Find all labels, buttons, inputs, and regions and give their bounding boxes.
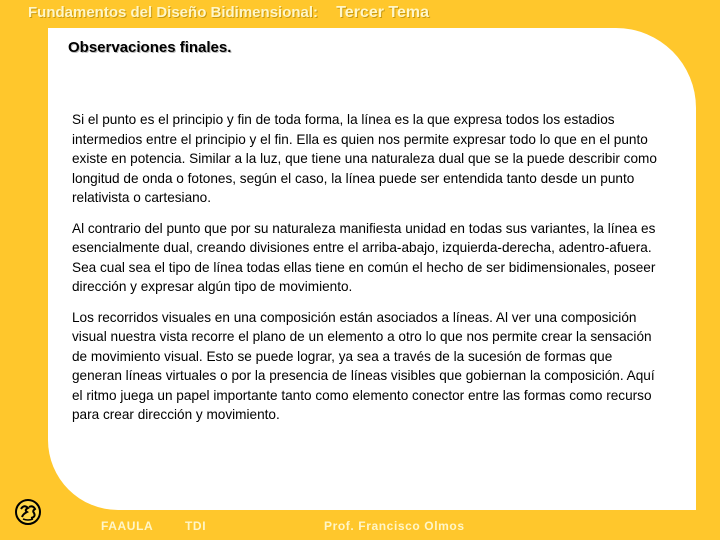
paragraph-1: Si el punto es el principio y fin de toda forma, la línea es la que expresa todos los estadios intermedios entre el principio y el fin. Ella es quien nos permite expresar todo lo que en el punto existe en potencia. Similar a la luz, que tiene una naturaleza dual que se la puede describir como longitud de onda o fotones, según el caso, la línea puede ser entendida tanto desde un punto relativista o cartesiano. [72, 112, 657, 205]
footer-unit: TDI [185, 519, 207, 533]
footer-professor: Prof. Francisco Olmos [324, 519, 465, 533]
faaula-logo-icon [14, 498, 42, 526]
paragraph-3: Los recorridos visuales en una composición están asociados a líneas. Al ver una composición visual nuestra vista recorre el plano de un elemento a otro lo que nos permite crear la sensación de movimiento visual. Esto se puede lograr, ya sea a través de la sucesión de formas que generan líneas virtuales o por la presencia de líneas visibles que gobiernan la composición. Aquí el ritmo juega un papel importante tanto como elemento conector entre las formas como recurso para crear dirección y movimiento. [72, 309, 655, 422]
body-text [72, 110, 662, 436]
course-title: Fundamentos del Diseño Bidimensional: [28, 4, 319, 21]
section-title: Observaciones finales. [68, 39, 232, 56]
footer-school: FAAULA [101, 519, 154, 533]
header-title [28, 4, 429, 22]
topic-title: Tercer Tema [336, 4, 430, 21]
paragraph-2: Al contrario del punto que por su naturaleza manifiesta unidad en todas sus variantes, la línea es esencialmente dual, creando divisiones entre el arriba-abajo, izquierda-derecha, adentro-afuera. Sea cual sea el tipo de línea todas ellas tiene en común el hecho de ser bidimensionales, poseer dirección y expresar algún tipo de movimiento. [72, 220, 656, 294]
